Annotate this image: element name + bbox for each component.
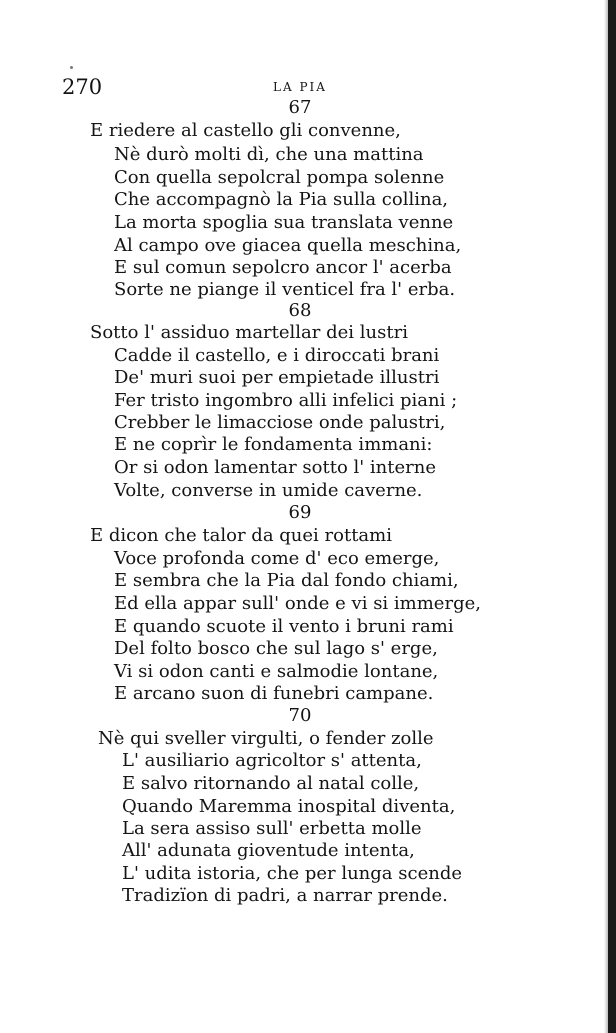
verse-line: Quando Maremma inospital diventa, (122, 796, 456, 817)
stanza-number: 68 (288, 300, 312, 321)
verse-line: L' udita istoria, che per lunga scende (122, 863, 462, 884)
verse-line: Al campo ove giacea quella meschina, (114, 235, 462, 256)
paper-speck (70, 66, 73, 69)
verse-line: Del folto bosco che sul lago s' erge, (114, 638, 438, 659)
page-number: 270 (62, 75, 103, 99)
verse-line: E riedere al castello gli convenne, (90, 120, 401, 141)
verse-line: Con quella sepolcral pompa solenne (114, 167, 445, 188)
verse-line: Cadde il castello, e i diroccati brani (114, 345, 440, 366)
verse-line: L' ausiliario agricoltor s' attenta, (122, 750, 422, 771)
verse-line: E quando scuote il vento i bruni rami (114, 616, 454, 637)
verse-line: E salvo ritornando al natal colle, (122, 773, 420, 794)
verse-line: Ed ella appar sull' onde e vi si immerge, (114, 593, 481, 614)
verse-line: Sotto l' assiduo martellar dei lustri (90, 322, 408, 343)
verse-line: Volte, converse in umide caverne. (114, 480, 423, 501)
verse-line: Fer tristo ingombro alli infelici piani ; (114, 390, 458, 411)
verse-line: E arcano suon di funebri campane. (114, 683, 434, 704)
stanza-number: 69 (288, 502, 312, 523)
verse-line: Crebber le limacciose onde palustri, (114, 412, 446, 433)
verse-line: De' muri suoi per empietade illustri (114, 367, 440, 388)
page-edge (608, 0, 616, 1033)
verse-line: Nè durò molti dì, che una mattina (114, 144, 424, 165)
verse-line: Sorte ne piange il venticel fra l' erba. (114, 279, 456, 300)
verse-line: Or si odon lamentar sotto l' interne (114, 457, 437, 478)
verse-line: Che accompagnò la Pia sulla collina, (114, 189, 449, 210)
verse-line: E dicon che talor da quei rottami (90, 525, 392, 546)
verse-line: Vi si odon canti e salmodie lontane, (114, 661, 439, 682)
verse-line: All' adunata gioventude intenta, (122, 840, 415, 861)
running-title: LA PIA (273, 80, 327, 94)
stanza-number: 70 (288, 705, 312, 726)
verse-line: E sembra che la Pia dal fondo chiami, (114, 570, 459, 591)
verse-line: E ne coprìr le fondamenta immani: (114, 434, 433, 455)
verse-line: E sul comun sepolcro ancor l' acerba (114, 257, 452, 278)
verse-line: Voce profonda come d' eco emerge, (114, 548, 440, 569)
verse-line: Nè qui sveller virgulti, o fender zolle (98, 728, 434, 749)
verse-line: Tradizïon di padri, a narrar prende. (122, 885, 448, 906)
stanza-number: 67 (288, 97, 312, 118)
verse-line: La morta spoglia sua translata venne (114, 212, 454, 233)
verse-line: La sera assiso sull' erbetta molle (122, 818, 422, 839)
